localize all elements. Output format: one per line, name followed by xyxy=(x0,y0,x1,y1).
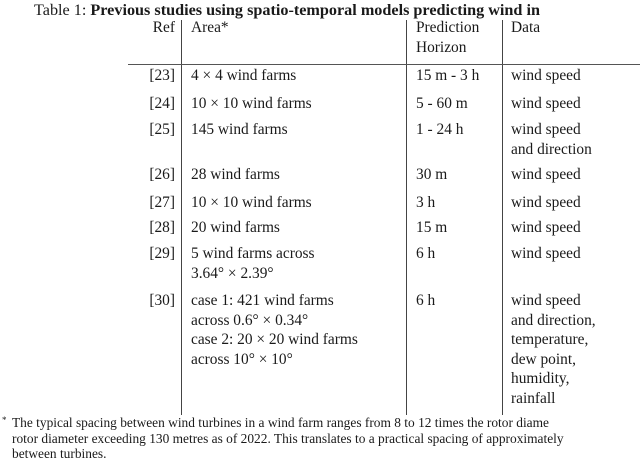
cell-area: across 0.6° × 0.34° xyxy=(191,311,309,329)
cell-horizon: 6 h xyxy=(416,292,436,309)
cell-data: humidity, xyxy=(511,370,570,387)
cell-ref: [28] xyxy=(149,219,175,236)
header-data: Data xyxy=(511,19,541,36)
cell-ref: [23] xyxy=(149,67,175,84)
cell-ref: [30] xyxy=(149,292,175,309)
cell-horizon: 1 - 24 h xyxy=(416,121,464,138)
column-divider-3 xyxy=(502,20,503,415)
cell-data: rainfall xyxy=(511,389,556,407)
cell-data: wind speed xyxy=(511,67,581,84)
cell-ref: [25] xyxy=(149,121,175,138)
header-horizon-line1: Prediction xyxy=(416,19,480,36)
cell-horizon: 30 m xyxy=(416,166,448,183)
cell-area: 145 wind farms xyxy=(191,121,288,138)
table-caption xyxy=(34,0,540,20)
footnote-marker: * xyxy=(2,415,7,425)
cell-horizon: 15 m - 3 h xyxy=(416,67,480,84)
cell-data: and direction xyxy=(511,140,592,158)
cell-data: wind speed xyxy=(511,95,581,112)
cell-area: across 10° × 10° xyxy=(191,350,293,368)
cell-horizon: 6 h xyxy=(416,245,436,262)
cell-area: 5 wind farms across xyxy=(191,245,315,262)
column-divider-1 xyxy=(181,20,182,415)
caption-label: Table 1: xyxy=(34,1,91,19)
cell-data: wind speed xyxy=(511,292,581,309)
footnote-line: rotor diameter exceeding 130 metres as of 2022. This translates to a practical spacing of approximately xyxy=(12,430,564,446)
cell-horizon: 5 - 60 m xyxy=(416,95,468,112)
cell-horizon: 15 m xyxy=(416,219,448,236)
cell-data: wind speed xyxy=(511,121,581,138)
cell-data: wind speed xyxy=(511,219,581,236)
footnote-line: between turbines. xyxy=(12,446,107,462)
cell-area: case 2: 20 × 20 wind farms xyxy=(191,331,358,348)
cell-area: 10 × 10 wind farms xyxy=(191,194,312,211)
cell-ref: [27] xyxy=(149,194,175,211)
caption-title: Previous studies using spatio-temporal models predicting wind in xyxy=(90,1,540,19)
cell-ref: [24] xyxy=(149,95,175,112)
cell-data: wind speed xyxy=(511,166,581,183)
header-rule xyxy=(128,64,640,65)
cell-area: case 1: 421 wind farms xyxy=(191,292,334,309)
header-ref: Ref xyxy=(152,19,175,36)
cell-area: 4 × 4 wind farms xyxy=(191,67,297,84)
cell-data: temperature, xyxy=(511,331,589,348)
cell-area: 20 wind farms xyxy=(191,219,280,236)
cell-ref: [26] xyxy=(149,166,175,183)
cell-data: dew point, xyxy=(511,350,576,368)
cell-area: 28 wind farms xyxy=(191,166,280,183)
cell-horizon: 3 h xyxy=(416,194,436,211)
footnote-text xyxy=(12,415,564,462)
footnote-line: The typical spacing between wind turbines in a wind farm ranges from 8 to 12 times the rotor diame xyxy=(12,415,549,430)
cell-data: and direction, xyxy=(511,311,596,329)
cell-area: 10 × 10 wind farms xyxy=(191,95,312,112)
cell-data: wind speed xyxy=(511,194,581,211)
header-horizon-line2: Horizon xyxy=(416,39,467,56)
cell-ref: [29] xyxy=(149,245,175,262)
header-area: Area* xyxy=(191,19,229,36)
cell-area: 3.64° × 2.39° xyxy=(191,264,274,282)
cell-data: wind speed xyxy=(511,245,581,262)
column-divider-2 xyxy=(406,20,407,415)
